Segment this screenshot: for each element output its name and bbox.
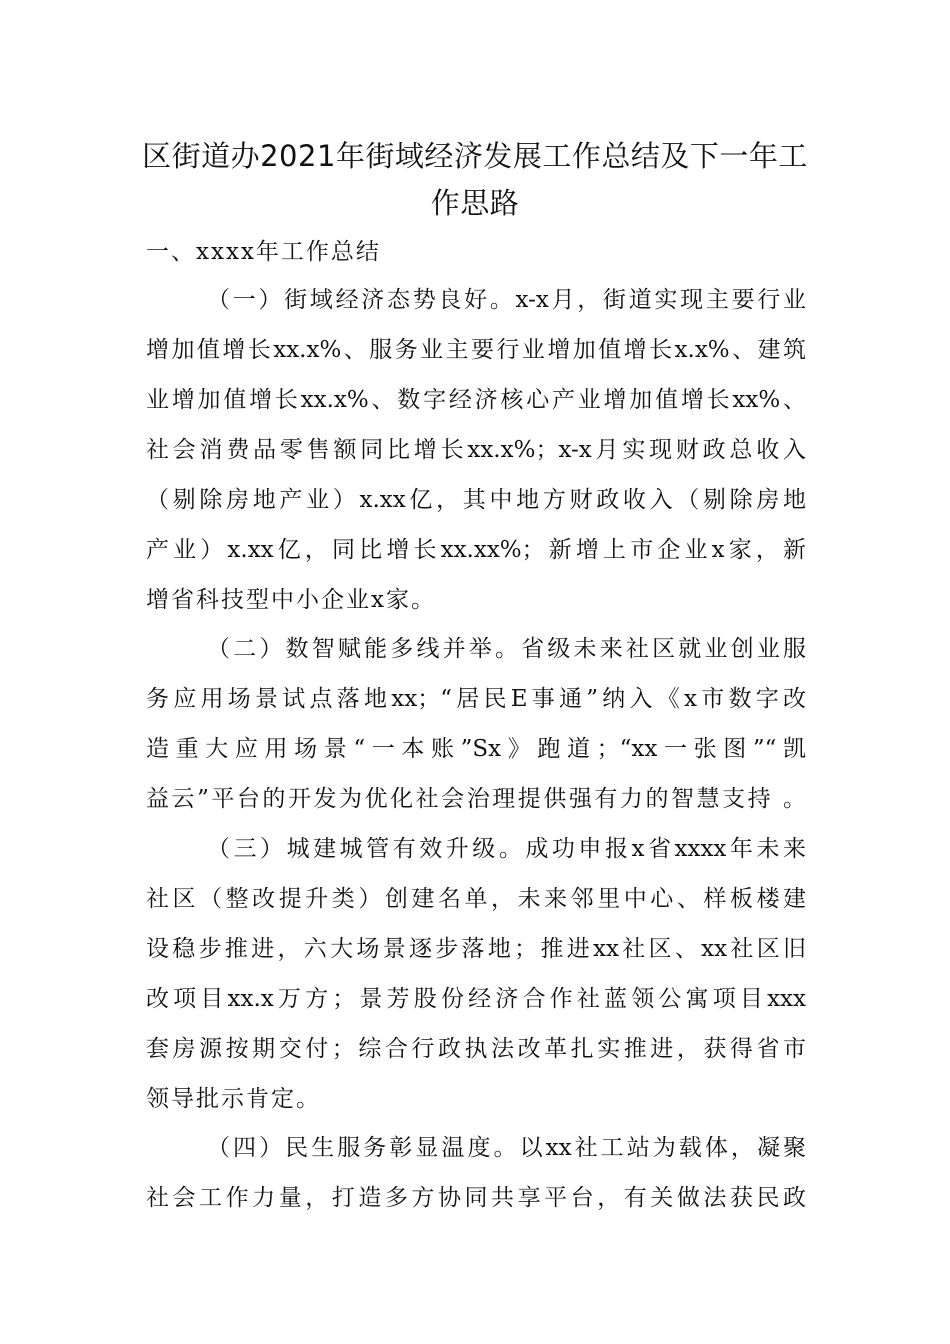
paragraph-2-line-1: （二）数智赋能多线并举。省级未来社区就业创业服	[207, 636, 806, 662]
paragraph-1-line-1: （一）街域经济态势良好。x-x月，街道实现主要行业	[207, 287, 806, 313]
paragraph-3-line-4: 改项目xx.x万方；景芳股份经济合作社蓝领公寓项目xxx	[146, 986, 806, 1012]
paragraph-3-line-5: 套房源按期交付；综合行政执法改革扎实推进，获得省市	[146, 1036, 806, 1062]
section-heading: 一、xxxx年工作总结	[146, 239, 381, 265]
paragraph-3-line-2: 社区（整改提升类）创建名单，未来邻里中心、样板楼建	[146, 886, 806, 912]
paragraph-1-line-3: 业增加值增长xx.x%、数字经济核心产业增加值增长xx%、	[146, 387, 806, 413]
paragraph-3-line-1: （三）城建城管有效升级。成功申报x省xxxx年未来	[207, 836, 806, 862]
paragraph-2-line-2: 务应用场景试点落地xx；“居民E事通”纳入《x市数字改	[146, 686, 806, 712]
paragraph-1-line-6: 产业）x.xx亿，同比增长xx.xx%；新增上市企业x家，新	[146, 537, 806, 563]
document-title-line-2: 作思路	[430, 186, 520, 220]
paragraph-1-line-5: （剔除房地产业）x.xx亿，其中地方财政收入（剔除房地	[146, 487, 806, 513]
paragraph-4-line-2: 社会工作力量，打造多方协同共享平台，有关做法获民政	[146, 1185, 806, 1211]
paragraph-3-line-6: 领导批示肯定。	[146, 1086, 321, 1112]
paragraph-1-line-2: 增加值增长xx.x%、服务业主要行业增加值增长x.x%、建筑	[146, 337, 806, 363]
document-title-line-1: 区街道办2021年街域经济发展工作总结及下一年工	[142, 139, 808, 173]
paragraph-3-line-3: 设稳步推进，六大场景逐步落地；推进xx社区、xx社区旧	[146, 936, 806, 962]
paragraph-1-line-7: 增省科技型中小企业x家。	[146, 587, 436, 613]
paragraph-2-line-4: 益云”平台的开发为优化社会治理提供强有力的智慧支持 。	[146, 786, 806, 812]
paragraph-4-line-1: （四）民生服务彰显温度。以xx社工站为载体，凝聚	[207, 1135, 806, 1161]
paragraph-2-line-3: 造重大应用场景“一本账”Sx》跑道；“xx一张图”“凯	[146, 736, 806, 762]
paragraph-1-line-4: 社会消费品零售额同比增长xx.x%；x-x月实现财政总收入	[146, 437, 806, 463]
